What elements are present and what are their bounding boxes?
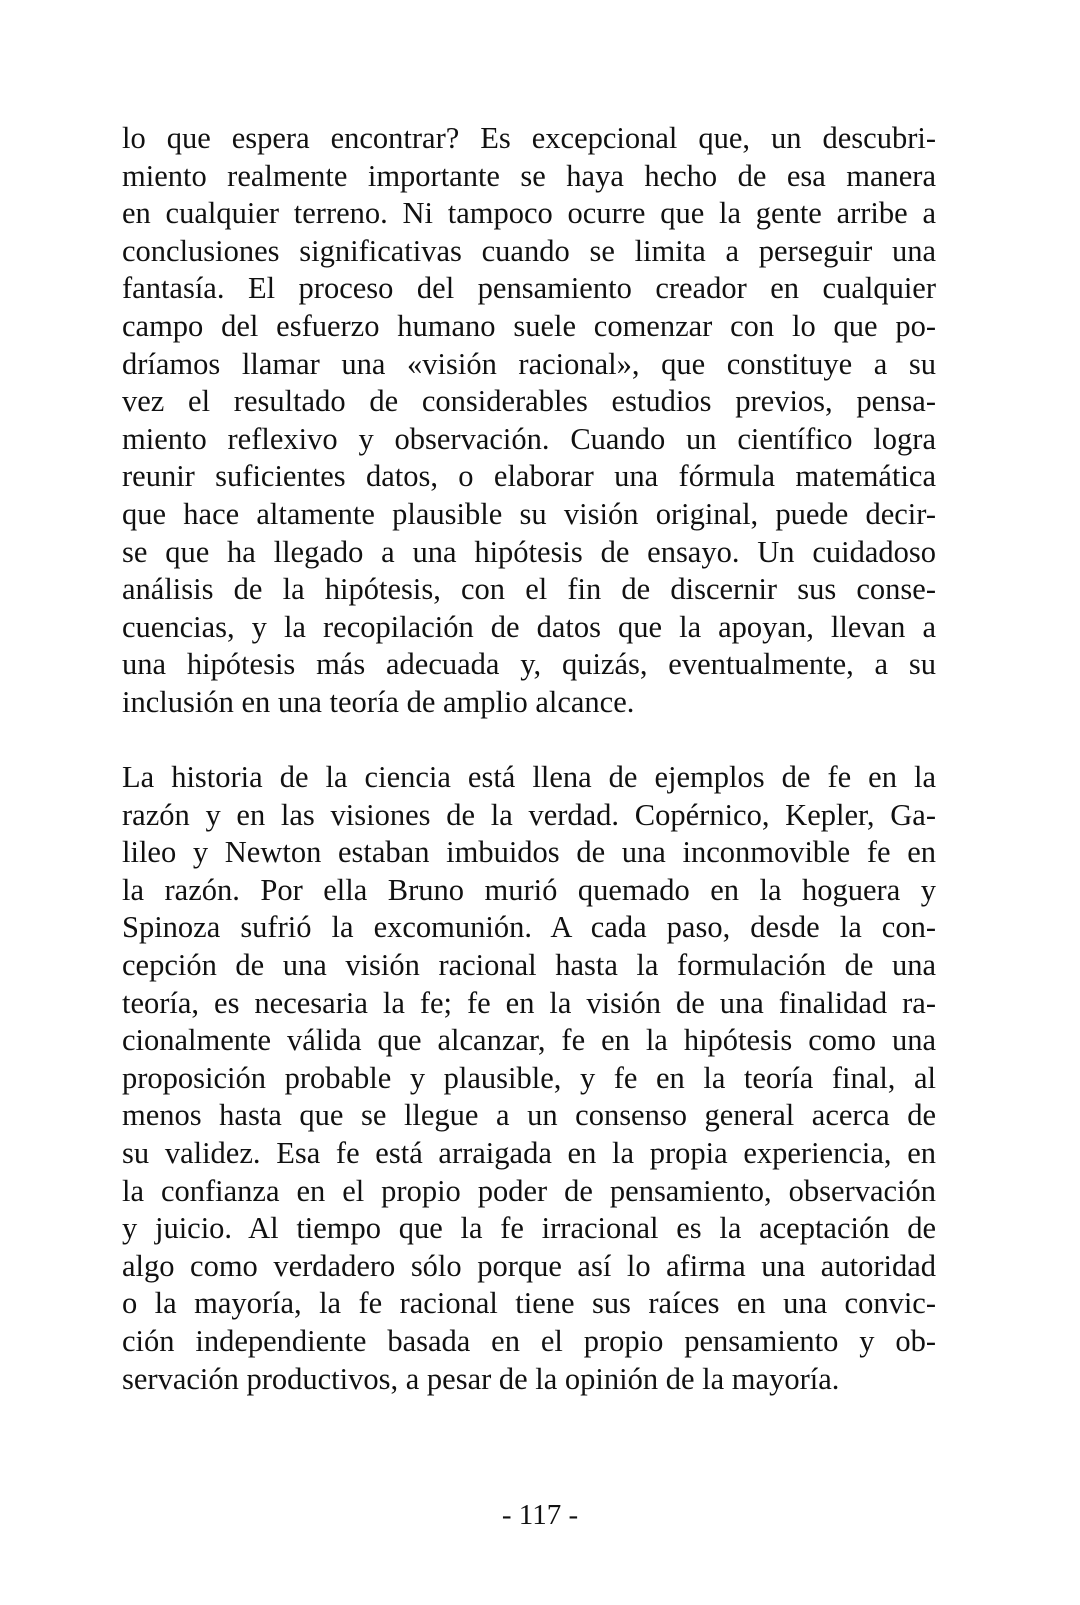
text-line: la razón. Por ella Bruno murió quemado en la hoguera y — [122, 872, 936, 907]
text-line: reunir suficientes datos, o elaborar una fórmula matemática — [122, 459, 936, 494]
text-line: dríamos llamar una «visión racional», que constituye a su — [122, 346, 936, 381]
text-line: algo como verdadero sólo porque así lo afirma una autoridad — [122, 1248, 936, 1283]
text-line: proposición probable y plausible, y fe en la teoría final, al — [122, 1060, 936, 1095]
text-line: campo del esfuerzo humano suele comenzar con lo que po- — [122, 308, 936, 343]
text-line: miento reflexivo y observación. Cuando un científico logra — [122, 421, 936, 456]
text-line: menos hasta que se llegue a un consenso general acerca de — [122, 1098, 936, 1133]
paragraph-1 — [122, 120, 936, 722]
page-number: - 117 - — [501, 1499, 579, 1531]
text-line: análisis de la hipótesis, con el fin de discernir sus conse- — [122, 572, 936, 607]
text-line: cionalmente válida que alcanzar, fe en la hipótesis como una — [122, 1023, 936, 1058]
text-line: que hace altamente plausible su visión original, puede decir- — [122, 496, 936, 531]
text-line: conclusiones significativas cuando se limita a perseguir una — [122, 233, 936, 268]
text-line: una hipótesis más adecuada y, quizás, eventualmente, a su — [122, 647, 936, 682]
page-body — [122, 120, 936, 1398]
text-line: cepción de una visión racional hasta la formulación de una — [122, 948, 936, 983]
text-line: y juicio. Al tiempo que la fe irracional es la aceptación de — [122, 1211, 936, 1246]
text-line: en cualquier terreno. Ni tampoco ocurre que la gente arribe a — [122, 196, 936, 231]
text-line: cuencias, y la recopilación de datos que la apoyan, llevan a — [122, 609, 936, 644]
text-line: La historia de la ciencia está llena de ejemplos de fe en la — [122, 760, 936, 795]
text-line: miento realmente importante se haya hecho de esa manera — [122, 158, 936, 193]
text-line: fantasía. El proceso del pensamiento creador en cualquier — [122, 271, 936, 306]
text-line: inclusión en una teoría de amplio alcance. — [122, 684, 635, 719]
text-line: su validez. Esa fe está arraigada en la propia experiencia, en — [122, 1136, 936, 1171]
text-line: servación productivos, a pesar de la opinión de la mayoría. — [122, 1361, 840, 1396]
paragraph-2 — [122, 759, 936, 1398]
text-line: la confianza en el propio poder de pensamiento, observación — [122, 1173, 936, 1208]
text-line: Spinoza sufrió la excomunión. A cada paso, desde la con- — [122, 910, 936, 945]
text-line: lileo y Newton estaban imbuidos de una inconmovible fe en — [122, 835, 936, 870]
text-line: teoría, es necesaria la fe; fe en la visión de una finalidad ra- — [122, 985, 936, 1020]
text-line: vez el resultado de considerables estudios previos, pensa- — [122, 384, 936, 419]
text-line: lo que espera encontrar? Es excepcional que, un descubri- — [122, 121, 936, 155]
text-line: razón y en las visiones de la verdad. Copérnico, Kepler, Ga- — [122, 797, 936, 832]
text-line: o la mayoría, la fe racional tiene sus raíces en una convic- — [122, 1286, 936, 1321]
text-line: ción independiente basada en el propio pensamiento y ob- — [122, 1324, 936, 1358]
text-line: se que ha llegado a una hipótesis de ensayo. Un cuidadoso — [122, 534, 936, 569]
